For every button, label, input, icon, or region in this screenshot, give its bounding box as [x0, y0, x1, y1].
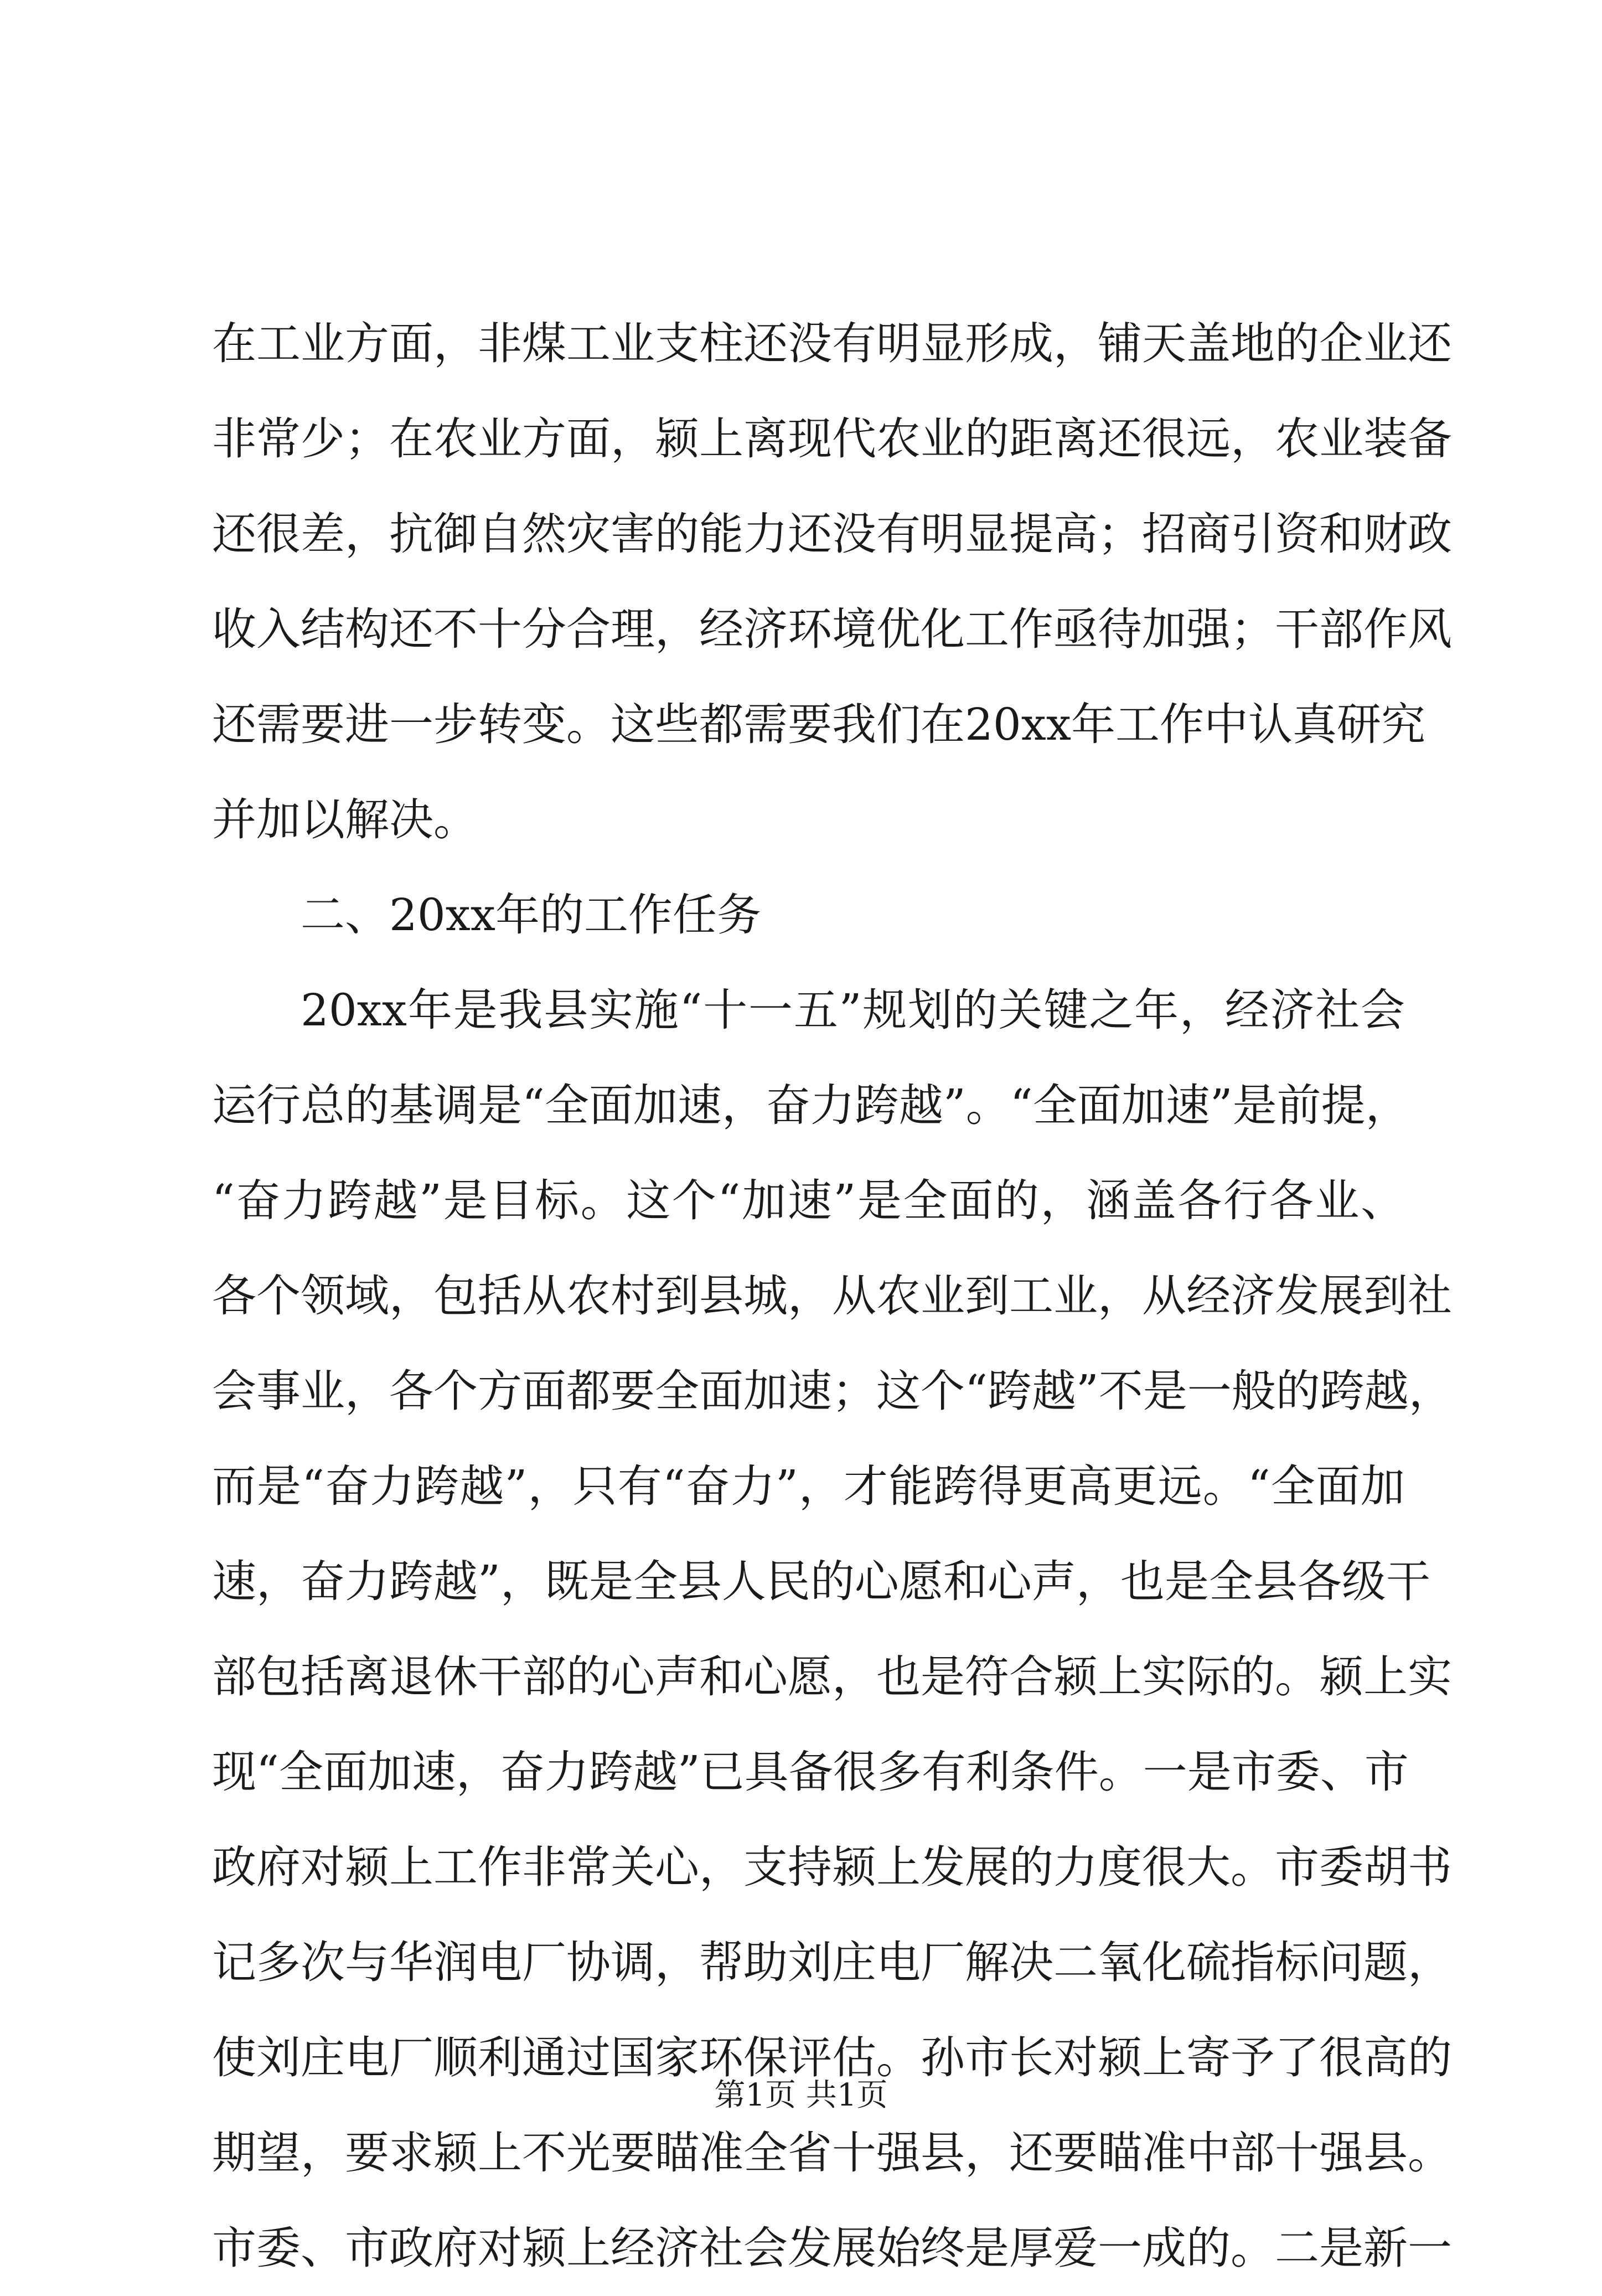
paragraph-2-line-7: 速，奋力跨越”，既是全县人民的心愿和心声，也是全县各级干 — [212, 1556, 1430, 1607]
paragraph-2-line-2: 运行总的基调是“全面加速，奋力跨越”。“全面加速”是前提， — [212, 1080, 1410, 1131]
section-heading: 二、20xx年的工作任务 — [301, 889, 762, 941]
paragraph-2-line-4: 各个领域，包括从农村到县城，从农业到工业，从经济发展到社 — [212, 1270, 1452, 1322]
paragraph-2-line-9: 现“全面加速，奋力跨越”已具备很多有利条件。一是市委、市 — [212, 1746, 1409, 1798]
document-body — [212, 296, 1453, 2296]
paragraph-2-line-10: 政府对颍上工作非常关心，支持颍上发展的力度很大。市委胡书 — [212, 1841, 1452, 1893]
paragraph-2-line-8: 部包括离退休干部的心声和心愿，也是符合颍上实际的。颍上实 — [212, 1651, 1452, 1702]
paragraph-1-line-4: 收入结构还不十分合理，经济环境优化工作亟待加强；干部作风 — [212, 603, 1452, 655]
paragraph-2-line-11: 记多次与华润电厂协调，帮助刘庄电厂解决二氧化硫指标问题， — [212, 1937, 1452, 1988]
paragraph-1-line-1: 在工业方面，非煤工业支柱还没有明显形成，铺天盖地的企业还 — [212, 318, 1452, 369]
paragraph-1-line-5: 还需要进一步转变。这些都需要我们在20xx年工作中认真研究 — [212, 699, 1426, 750]
paragraph-2-line-14: 市委、市政府对颍上经济社会发展始终是厚爱一成的。二是新一 — [212, 2222, 1452, 2274]
paragraph-1-line-2: 非常少；在农业方面，颍上离现代农业的距离还很远，农业装备 — [212, 413, 1452, 465]
paragraph-1-line-3: 还很差，抗御自然灾害的能力还没有明显提高；招商引资和财政 — [212, 508, 1452, 560]
paragraph-2-line-6: 而是“奋力跨越”，只有“奋力”，才能跨得更高更远。“全面加 — [212, 1461, 1405, 1512]
paragraph-2-line-5: 会事业，各个方面都要全面加速；这个“跨越”不是一般的跨越， — [212, 1365, 1453, 1417]
paragraph-2-line-3: “奋力跨越”是目标。这个“加速”是全面的，涵盖各行各业、 — [212, 1175, 1405, 1226]
paragraph-1-line-6: 并加以解决。 — [212, 794, 478, 845]
paragraph-2-line-12: 使刘庄电厂顺利通过国家环保评估。孙市长对颍上寄予了很高的 — [212, 2032, 1452, 2083]
page-footer: 第1页 共1页 — [714, 2077, 888, 2113]
paragraph-2-line-13: 期望，要求颍上不光要瞄准全省十强县，还要瞄准中部十强县。 — [212, 2127, 1452, 2179]
paragraph-2-line-1: 20xx年是我县实施“十一五”规划的关键之年，经济社会 — [301, 984, 1405, 1036]
